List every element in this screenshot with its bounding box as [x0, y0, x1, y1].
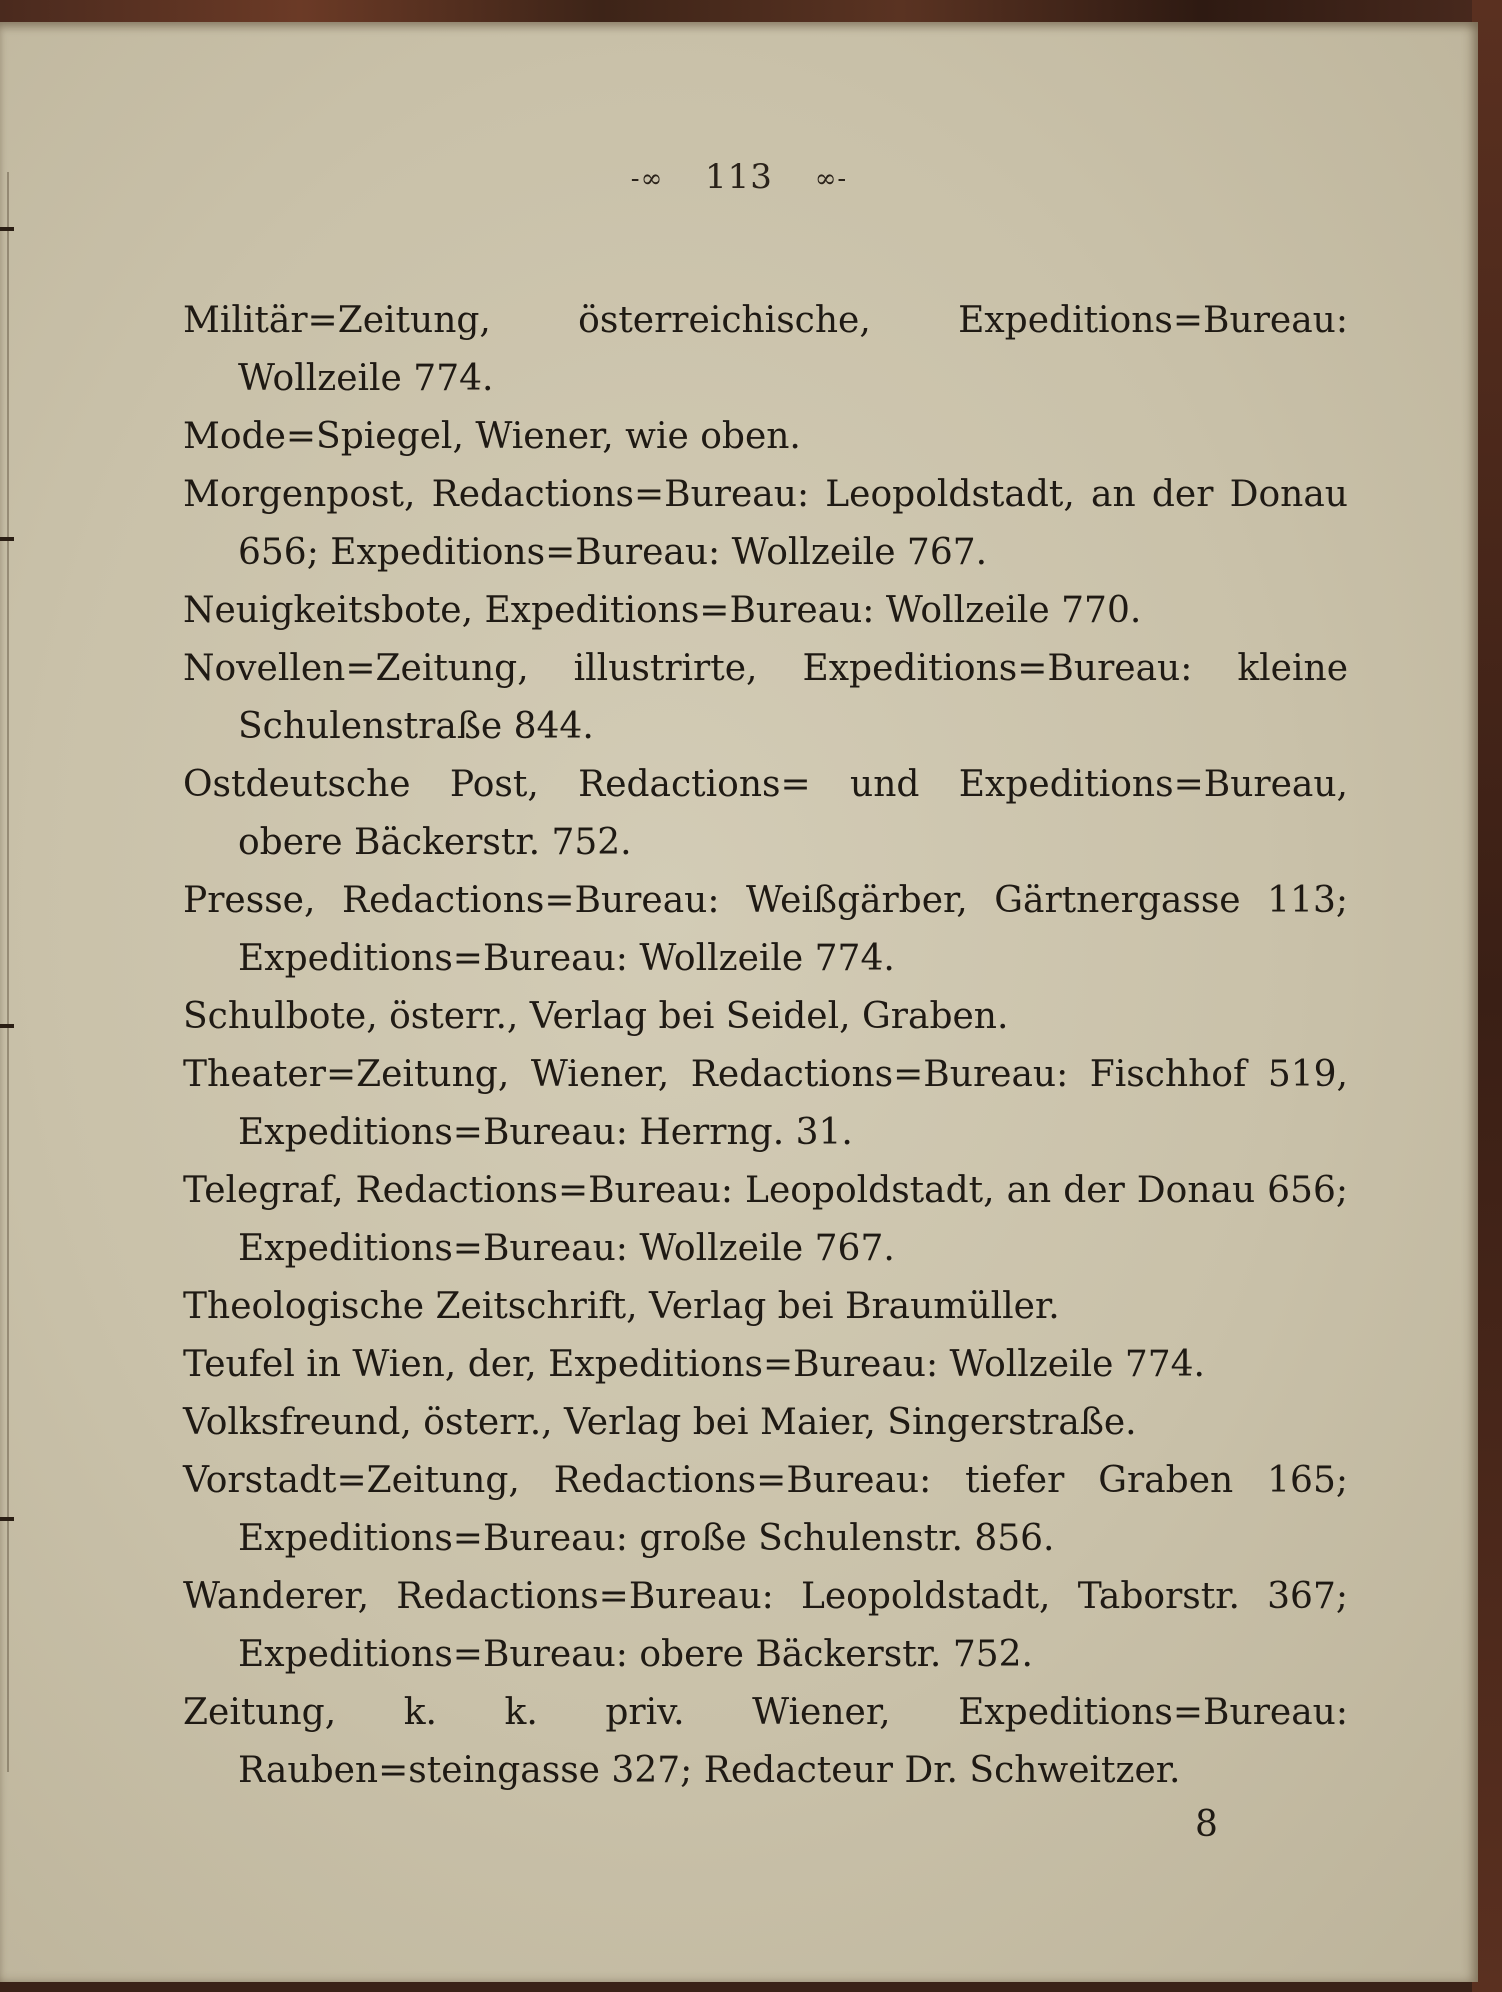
header-ornament-left: -∞	[630, 164, 664, 194]
list-item: Theologische Zeitschrift, Verlag bei Braumüller.	[183, 1286, 1060, 1327]
book-page	[0, 22, 1478, 1982]
binding-stitch	[0, 227, 14, 231]
list-item: Novellen=Zeitung, illustrirte, Expeditions=Bureau: kleine Schulenstraße 844.	[183, 648, 1348, 747]
list-item: Theater=Zeitung, Wiener, Redactions=Bureau: Fischhof 519, Expeditions=Bureau: Herrng. 31.	[183, 1054, 1348, 1153]
list-item: Teufel in Wien, der, Expeditions=Bureau: Wollzeile 774.	[183, 1344, 1205, 1385]
list-item: Zeitung, k. k. priv. Wiener, Expeditions=Bureau: Rauben=steingasse 327; Redacteur Dr. Schweitzer.	[183, 1692, 1348, 1791]
list-item: Vorstadt=Zeitung, Redactions=Bureau: tiefer Graben 165; Expeditions=Bureau: große Schulenstr. 856.	[183, 1460, 1348, 1559]
list-item: Presse, Redactions=Bureau: Weißgärber, Gärtnergasse 113; Expeditions=Bureau: Wollzeile 774.	[183, 880, 1348, 979]
page-header	[0, 157, 1478, 197]
list-item: Militär=Zeitung, österreichische, Expeditions=Bureau: Wollzeile 774.	[183, 300, 1348, 399]
list-item: Morgenpost, Redactions=Bureau: Leopoldstadt, an der Donau 656; Expeditions=Bureau: Wollzeile 767.	[183, 474, 1348, 573]
signature-mark: 8	[1195, 1804, 1218, 1845]
header-ornament-right: ∞-	[814, 164, 848, 194]
binding-stitch	[0, 1517, 14, 1521]
list-item: Wanderer, Redactions=Bureau: Leopoldstadt, Taborstr. 367; Expeditions=Bureau: obere Bäckerstr. 752.	[183, 1576, 1348, 1675]
list-item: Schulbote, österr., Verlag bei Seidel, Graben.	[183, 996, 1009, 1037]
list-item: Mode=Spiegel, Wiener, wie oben.	[183, 416, 801, 457]
list-item: Ostdeutsche Post, Redactions= und Expeditions=Bureau, obere Bäckerstr. 752.	[183, 764, 1348, 863]
newspaper-list	[183, 292, 1348, 1800]
list-item: Volksfreund, österr., Verlag bei Maier, Singerstraße.	[183, 1402, 1137, 1443]
list-item: Telegraf, Redactions=Bureau: Leopoldstadt, an der Donau 656; Expeditions=Bureau: Wollzeile 767.	[183, 1170, 1348, 1269]
list-item: Neuigkeitsbote, Expeditions=Bureau: Wollzeile 770.	[183, 590, 1142, 631]
binding-stitch	[0, 537, 14, 541]
page-number: 113	[705, 157, 773, 197]
binding-line	[7, 172, 9, 1772]
binding-stitch	[0, 1024, 14, 1028]
